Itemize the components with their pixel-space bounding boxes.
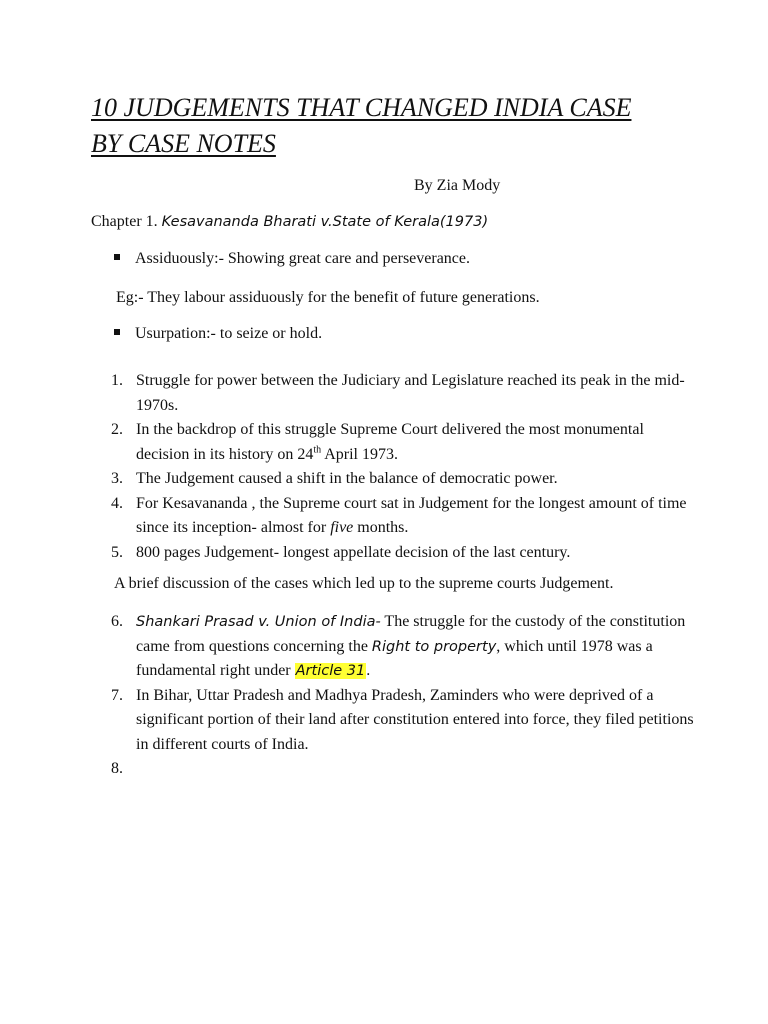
vocab-bullet	[114, 323, 322, 345]
item-number: 2.	[111, 421, 123, 438]
vocab-text: Assiduously:- Showing great care and perseverance.	[135, 250, 470, 267]
item-text: The Judgement caused a shift in the balance of democratic power.	[136, 470, 558, 487]
chapter-heading	[91, 211, 488, 233]
ordinal-suffix: th	[313, 444, 322, 456]
item-text-mid: , which until 1978 was a fundamental right under	[136, 637, 653, 679]
list-item	[91, 369, 701, 418]
title-line-1: 10 JUDGEMENTS THAT CHANGED INDIA CASE	[91, 93, 632, 122]
right-to-property-term: Right to property	[371, 638, 497, 655]
item-number: 8.	[111, 760, 123, 777]
item-number: 3.	[111, 470, 123, 487]
item-number: 6.	[111, 613, 123, 630]
square-bullet-icon	[114, 329, 120, 335]
item-text: 800 pages Judgement- longest appellate decision of the last century.	[136, 543, 571, 561]
item-text	[136, 760, 140, 777]
item-text: For Kesavananda , the Supreme court sat in Judgement for the longest amount of time since its inception- almost for	[136, 494, 687, 536]
item-text: In the backdrop of this struggle Supreme Court delivered the most monumental decision in its history on 24	[136, 421, 644, 463]
vocab-text: Usurpation:- to seize or hold.	[135, 325, 323, 342]
list-item	[91, 684, 701, 758]
chapter-label: Chapter 1.	[91, 213, 158, 230]
item-number: 7.	[111, 686, 123, 704]
list-item	[91, 467, 701, 492]
item-number: 1.	[111, 372, 123, 389]
list-item	[91, 757, 701, 782]
list-item	[91, 418, 701, 467]
title-line-2: BY CASE NOTES	[91, 129, 276, 158]
item-number: 4.	[111, 494, 123, 512]
item-text: Struggle for power between the Judiciary and Legislature reached its peak in the mid-1970s.	[136, 372, 685, 414]
list-item	[91, 541, 701, 566]
list-item	[91, 610, 701, 684]
item-text-end: April 1973.	[321, 445, 398, 463]
points-list	[91, 369, 701, 565]
chapter-case-name: Kesavananda Bharati v.State of Kerala(1973)	[161, 214, 489, 230]
example-sentence: Eg:- They labour assiduously for the benefit of future generations.	[116, 289, 540, 306]
list-item	[91, 492, 701, 541]
item-number: 5.	[111, 543, 123, 561]
brief-discussion: A brief discussion of the cases which led up to the supreme courts Judgement.	[114, 575, 614, 592]
cases-list	[91, 610, 701, 782]
item-text: The struggle for the custody of the constitution came from questions concerning the	[136, 613, 686, 655]
item-text: In Bihar, Uttar Pradesh and Madhya Pradesh, Zaminders who were deprived of a significant portion of their land after constitution entered into force, they filed petitions in different courts of India.	[136, 686, 694, 753]
highlighted-article: Article 31	[295, 663, 366, 679]
author-byline: By Zia Mody	[414, 177, 501, 194]
item-text-end: .	[366, 662, 371, 679]
case-name: Shankari Prasad v. Union of India-	[136, 614, 381, 630]
item-text-end: months.	[353, 519, 409, 536]
square-bullet-icon	[114, 254, 120, 260]
document-title	[91, 90, 711, 162]
emphasis-text: five	[330, 519, 354, 536]
vocab-bullet	[114, 248, 470, 270]
